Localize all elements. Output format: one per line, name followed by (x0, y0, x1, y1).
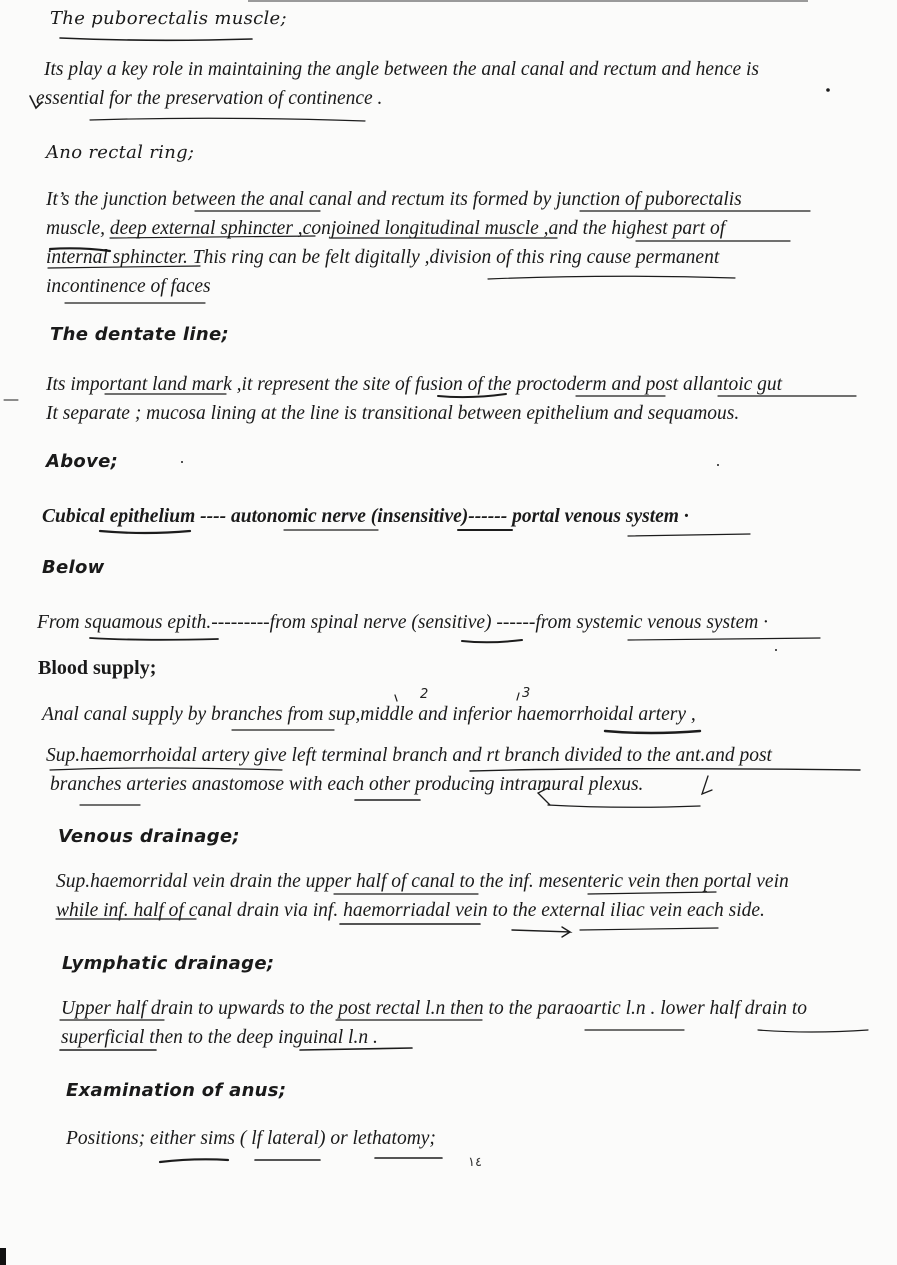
para-line: Sup.haemorrhoidal artery give left terminal branch and rt branch divided to the ant.and post (46, 745, 772, 766)
heading-lymphatic-drainage: Lymphatic drainage; (62, 953, 275, 974)
annotation-number: 2 (420, 687, 429, 702)
heading-blood-supply: Blood supply; (38, 657, 157, 679)
para-line: while inf. half of canal drain via inf. haemorriadal vein to the external iliac vein each side. (56, 900, 765, 921)
para-line: Its play a key role in maintaining the angle between the anal canal and rectum and hence is (44, 59, 760, 80)
heading-above: Above; (46, 451, 119, 472)
para-line: It’s the junction between the anal canal and rectum its formed by junction of puborectalis (46, 189, 742, 210)
heading-dentate-line: The dentate line; (50, 324, 229, 345)
heading-examination-of-anus: Examination of anus; (66, 1080, 287, 1101)
heading-puborectalis: The puborectalis muscle; (50, 8, 287, 29)
para-below: From squamous epith.---------from spinal nerve (sensitive) ------from systemic venous system · (37, 612, 769, 633)
para-line: essential for the preservation of continence . (36, 88, 383, 109)
para-above: Cubical epithelium ---- autonomic nerve (insensitive)------ portal venous system · (42, 506, 689, 527)
annotation-number: 3 (522, 686, 531, 701)
para-ano-rectal-ring (46, 185, 742, 301)
para-line: Upper half drain to upwards to the post rectal l.n then to the paraoartic l.n . lower half drain to (61, 998, 808, 1019)
para-line: branches arteries anastomose with each other producing intramural plexus. (50, 774, 644, 795)
para-line: incontinence of faces (46, 276, 211, 297)
para-blood-supply (46, 741, 772, 799)
scan-edge-mark (0, 1248, 6, 1265)
para-line: internal sphincter. This ring can be felt digitally ,division of this ring cause permanent (46, 247, 720, 268)
para-dentate-line (46, 370, 782, 428)
para-lymphatic-drainage (61, 994, 807, 1052)
para-examination: Positions; either sims ( lf lateral) or lethatomy; (66, 1128, 436, 1149)
page-top-rule (248, 0, 808, 2)
para-venous-drainage (56, 867, 789, 925)
para-line: It separate ; mucosa lining at the line is transitional between epithelium and sequamous. (46, 403, 740, 424)
para-line: Sup.haemorridal vein drain the upper half of canal to the inf. mesenteric vein then portal vein (56, 871, 789, 892)
heading-venous-drainage: Venous drainage; (58, 826, 240, 847)
para-line: muscle, deep external sphincter ,conjoined longitudinal muscle ,and the highest part of (46, 218, 726, 239)
page-number: ١٤ (468, 1155, 482, 1170)
para-puborectalis (36, 55, 760, 113)
para-blood-supply-intro: Anal canal supply by branches from sup,middle and inferior haemorrhoidal artery , (42, 704, 696, 725)
para-line: superficial then to the deep inguinal l.n . (61, 1027, 378, 1048)
heading-ano-rectal-ring: Ano rectal ring; (46, 142, 195, 163)
heading-below: Below (42, 557, 105, 578)
para-line: Its important land mark ,it represent the site of fusion of the proctoderm and post allantoic gut (46, 374, 783, 395)
